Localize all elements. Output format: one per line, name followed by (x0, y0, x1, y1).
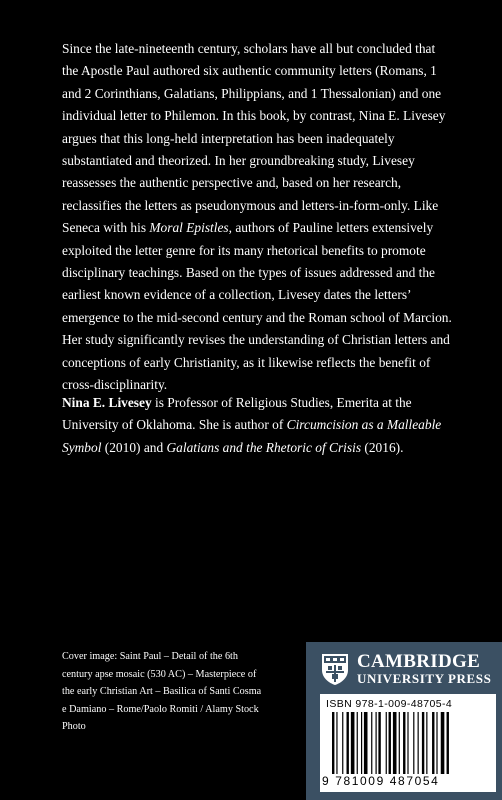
publisher-subname: UNIVERSITY PRESS (357, 671, 492, 686)
bio-book-2: Galatians and the Rhetoric of Crisis (166, 439, 362, 455)
bio-text-3: (2016). (361, 439, 404, 455)
cover-image-credit: Cover image: Saint Paul – Detail of the 6th century apse mosaic (530 AC) – Masterpiece of the early Christian Art – Basilica of Santi Cosma e Damiano – Rome/Paolo Romiti / Alamy Stock Photo (62, 651, 262, 733)
bio-book-1: Circumcision as a Malleable Symbol (62, 417, 442, 455)
publisher-panel (306, 642, 502, 800)
isbn-text: ISBN 978-1-009-48705-4 (326, 698, 453, 710)
blurb-text-2: , authors of Pauline letters extensively exploited the letter genre for its many rhetorical benefits to promote disciplinary teachings. Based on the types of issues addressed and the earliest known evidence of a collection, Livesey dates the letters’ emergence to the mid-second century and the Roman school of Marcion. Her study significantly revises the understanding of Christian letters and conceptions of early Christianity, as it likewise reflects the benefit of cross-disciplinarity. (62, 220, 452, 393)
barcode-icon (332, 712, 492, 774)
barcode-digits: 9 781009 487054 (322, 774, 440, 788)
barcode-panel (320, 694, 496, 792)
blurb-text-1: Since the late-nineteenth century, scholars have all but concluded that the Apostle Paul authored six authentic community letters (Romans, 1 and 2 Corinthians, Galatians, Philippians, and 1 Thessalonian) and one individual letter to Philemon. In this book, by contrast, Nina E. Livesey argues that this long-held interpretation has been inadequately substantiated and theorized. In her groundbreaking study, Livesey reassesses the authentic perspective and, based on her research, reclassifies the letters as pseudonymous and letters-in-form-only. Like Seneca with his (62, 41, 446, 236)
publisher-logo (320, 652, 491, 686)
cambridge-crest-icon (320, 652, 350, 686)
author-bio (62, 392, 454, 459)
blurb-book-title: Moral Epistles (149, 220, 229, 236)
bio-text-2: (2010) and (101, 439, 167, 455)
back-cover-blurb (62, 38, 454, 397)
publisher-name: CAMBRIDGE (357, 651, 481, 672)
bio-text-1: is Professor of Religious Studies, Emerita at the University of Oklahoma. She is author of (62, 395, 412, 433)
author-name: Nina E. Livesey (62, 395, 152, 410)
